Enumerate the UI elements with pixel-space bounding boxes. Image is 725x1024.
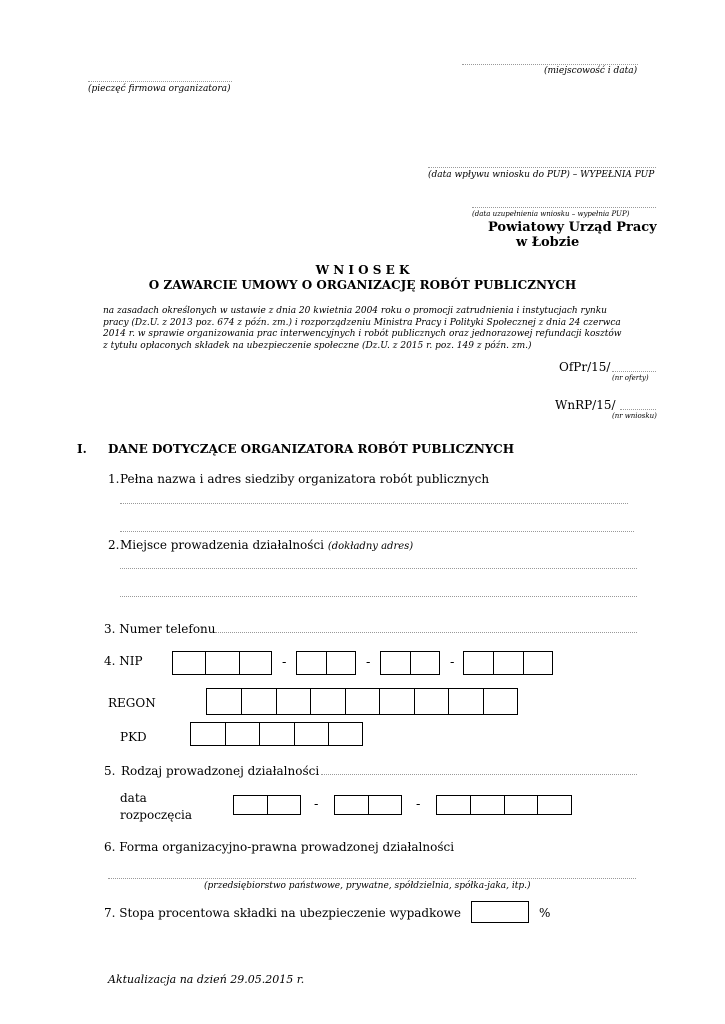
percent-sign: %	[539, 906, 551, 920]
start-date-label	[120, 790, 192, 824]
start-year-boxes[interactable]	[436, 795, 572, 815]
q5-number: 5.	[104, 764, 116, 778]
activity-type-field[interactable]	[321, 774, 637, 775]
nip-separator: -	[450, 655, 455, 670]
request-number-field[interactable]	[620, 409, 656, 410]
q2-label-text: Miejsce prowadzenia działalności	[120, 538, 324, 552]
regon-digit-box[interactable]	[448, 689, 482, 714]
nip-digit-box[interactable]	[493, 652, 522, 674]
section-roman: I.	[77, 442, 87, 456]
regon-boxes[interactable]	[206, 688, 518, 715]
q5-label: Rodzaj prowadzonej działalności	[121, 764, 320, 778]
supplement-date-line[interactable]	[472, 207, 656, 208]
stamp-caption: (pieczęć firmowa organizatora)	[88, 84, 231, 94]
q6-caption: (przedsiębiorstwo państwowe, prywatne, spółdzielnia, spółka-jaka, itp.)	[204, 881, 531, 891]
legal-basis-text	[103, 306, 663, 352]
nip-digit-box[interactable]	[205, 652, 238, 674]
regon-digit-box[interactable]	[207, 689, 241, 714]
legal-basis-line: pracy (Dz.U. z 2013 poz. 674 z późn. zm.) i rozporządzeniu Ministra Pracy i Polityki Społecznej z dnia 24 czerwca	[103, 317, 621, 328]
q3-label: 3. Numer telefonu	[104, 622, 216, 636]
nip-digit-box[interactable]	[239, 652, 271, 674]
nip-digit-box[interactable]	[523, 652, 552, 674]
q4-label: 4. NIP	[104, 654, 143, 668]
start-day-digit-box[interactable]	[234, 796, 267, 814]
start-year-digit-box[interactable]	[537, 796, 571, 814]
pkd-char-box[interactable]	[225, 723, 259, 745]
nip-group-1[interactable]	[172, 651, 272, 675]
legal-basis-line: na zasadach określonych w ustawie z dnia 20 kwietnia 2004 roku o promocji zatrudnienia i instytucjach rynku	[103, 306, 607, 316]
request-number-caption: (nr wniosku)	[612, 412, 657, 420]
nip-group-2[interactable]	[296, 651, 356, 675]
date-separator: -	[314, 797, 319, 812]
start-day-digit-box[interactable]	[267, 796, 300, 814]
q2-answer-line[interactable]	[120, 568, 637, 569]
regon-digit-box[interactable]	[345, 689, 379, 714]
q2-answer-line[interactable]	[120, 596, 637, 597]
update-note: Aktualizacja na dzień 29.05.2015 r.	[108, 973, 305, 986]
document-title: W N I O S E K	[315, 263, 410, 277]
regon-digit-box[interactable]	[241, 689, 275, 714]
start-month-digit-box[interactable]	[335, 796, 368, 814]
pkd-char-box[interactable]	[259, 723, 293, 745]
request-number-prefix: WnRP/15/	[555, 398, 616, 412]
nip-group-3[interactable]	[380, 651, 440, 675]
regon-digit-box[interactable]	[379, 689, 413, 714]
stamp-line[interactable]	[88, 81, 232, 82]
q1-answer-line[interactable]	[120, 503, 628, 504]
q7-label: 7. Stopa procentowa składki na ubezpieczenie wypadkowe	[104, 906, 461, 920]
inflow-caption: (data wpływu wniosku do PUP) – WYPEŁNIA PUP	[428, 170, 655, 180]
pkd-char-box[interactable]	[328, 723, 362, 745]
start-year-digit-box[interactable]	[470, 796, 504, 814]
nip-digit-box[interactable]	[326, 652, 355, 674]
accident-rate-box[interactable]	[471, 901, 529, 923]
offer-number-caption: (nr oferty)	[612, 374, 649, 382]
place-date-line[interactable]	[462, 64, 638, 65]
supplement-caption: (data uzupełnienia wniosku – wypełnia PUP)	[472, 210, 630, 218]
start-month-boxes[interactable]	[334, 795, 402, 815]
legal-basis-line: z tytułu opłaconych składek na ubezpieczenie społeczne (Dz.U. z 2015 r. poz. 149 z późn. zm.)	[103, 340, 532, 351]
section-heading: DANE DOTYCZĄCE ORGANIZATORA ROBÓT PUBLICZNYCH	[108, 442, 515, 456]
q1-number: 1.	[108, 472, 120, 486]
nip-digit-box[interactable]	[381, 652, 410, 674]
document-subtitle: O ZAWARCIE UMOWY O ORGANIZACJĘ ROBÓT PUBLICZNYCH	[148, 278, 577, 292]
start-date-label-line: data	[120, 791, 147, 805]
nip-digit-box[interactable]	[297, 652, 326, 674]
q2-label	[120, 538, 413, 552]
legal-basis-line: 2014 r. w sprawie organizowania prac interwencyjnych i robót publicznych oraz jednorazowej refundacji kosztów	[103, 329, 622, 339]
q1-answer-line[interactable]	[120, 531, 634, 532]
inflow-date-line[interactable]	[428, 167, 656, 168]
start-year-digit-box[interactable]	[504, 796, 538, 814]
q1-label: Pełna nazwa i adres siedziby organizatora robót publicznych	[120, 472, 490, 486]
nip-separator: -	[366, 655, 371, 670]
pkd-char-box[interactable]	[294, 723, 328, 745]
nip-digit-box[interactable]	[173, 652, 205, 674]
office-name: Powiatowy Urząd Pracy	[488, 220, 657, 235]
start-year-digit-box[interactable]	[437, 796, 470, 814]
regon-digit-box[interactable]	[276, 689, 310, 714]
phone-field[interactable]	[215, 632, 637, 633]
regon-digit-box[interactable]	[310, 689, 344, 714]
place-date-caption: (miejscowość i data)	[544, 66, 638, 76]
q2-number: 2.	[108, 538, 120, 552]
pkd-char-box[interactable]	[191, 723, 225, 745]
q6-label: 6. Forma organizacyjno-prawna prowadzonej działalności	[104, 840, 455, 854]
start-month-digit-box[interactable]	[368, 796, 401, 814]
nip-separator: -	[282, 655, 287, 670]
date-separator: -	[416, 797, 421, 812]
q2-hint: (dokładny adres)	[327, 541, 414, 552]
office-city: w Łobzie	[516, 235, 580, 250]
regon-label: REGON	[108, 696, 156, 710]
offer-number-field[interactable]	[612, 371, 656, 372]
nip-digit-box[interactable]	[410, 652, 439, 674]
nip-group-4[interactable]	[463, 651, 553, 675]
regon-digit-box[interactable]	[414, 689, 448, 714]
start-day-boxes[interactable]	[233, 795, 301, 815]
pkd-label: PKD	[120, 730, 147, 744]
pkd-boxes[interactable]	[190, 722, 363, 746]
legal-form-field[interactable]	[108, 878, 636, 879]
nip-digit-box[interactable]	[464, 652, 493, 674]
start-date-label-line: rozpoczęcia	[120, 808, 193, 822]
regon-digit-box[interactable]	[483, 689, 517, 714]
offer-number-prefix: OfPr/15/	[559, 360, 611, 374]
